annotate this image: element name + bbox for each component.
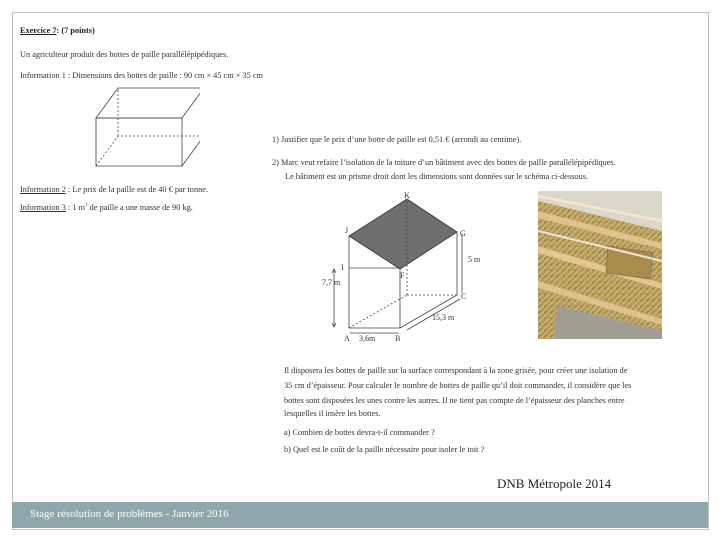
footer-bar: [12, 502, 708, 528]
label-height: 7,7 m: [322, 278, 341, 287]
label-base: 3,6m: [359, 334, 376, 343]
paragraph-line-4: lesquelles il insère les bottes.: [284, 409, 381, 418]
label-A: A: [344, 334, 350, 343]
box-hidden-edges: [96, 136, 200, 166]
question-1: 1) Justifier que le prix d’une botte de paille est 0,51 € (arrondi au centime).: [272, 135, 522, 144]
paragraph-line-1: Il disposera les bottes de paille sur la surface correspondant à la zone grisée, pour créer une isolation de: [284, 366, 628, 375]
label-B: B: [395, 334, 401, 343]
information-3-suffix: de paille a une masse de 90 kg.: [87, 203, 193, 212]
building-prism-diagram: [320, 190, 500, 350]
question-2a: a) Combien de bottes devra-t-il commander ?: [284, 428, 435, 437]
label-side: 5 m: [468, 255, 481, 264]
label-C: C: [461, 292, 467, 301]
question-2b: b) Quel est le coût de la paille nécessaire pour isoler le toit ?: [284, 445, 485, 454]
exercise-intro: Un agriculteur produit des bottes de paille parallélépipédiques.: [20, 50, 229, 59]
box-side-edges: [182, 88, 200, 166]
exercise-title: Exercice 7: [20, 26, 57, 35]
information-3-prefix: : 1 m: [65, 203, 85, 212]
information-2-text: : Le prix de la paille est de 40 € par tonne.: [65, 185, 209, 194]
information-3-exponent: 3: [85, 203, 88, 209]
footer-text: Stage résolution de problèmes - Janvier 2016: [30, 508, 229, 520]
box-top-face: [96, 88, 200, 118]
hay-bale-box-diagram: [90, 84, 200, 174]
label-length: 15,3 m: [432, 313, 455, 322]
information-2-label: Information 2: [20, 185, 66, 194]
label-J: J: [345, 226, 349, 235]
exam-source: DNB Métropole 2014: [497, 476, 612, 491]
information-3: [20, 203, 193, 212]
label-K: K: [404, 191, 410, 200]
roof-hay-photo: [538, 191, 662, 339]
paragraph-line-3: bottes sont disposées les unes contre les autres. Il ne tient pas compte de l’épaisseur des planches entre: [284, 396, 625, 405]
label-G: G: [460, 229, 466, 238]
information-3-label: Information 3: [20, 203, 66, 212]
question-2-line-1: 2) Marc veut refaire l’isolation de la toiture d’un bâtiment avec des bottes de paille parallélépipédiques.: [272, 158, 616, 167]
question-2-line-2: Le bâtiment est un prisme droit dont les dimensions sont données sur le schéma ci-dessous.: [285, 172, 589, 181]
roof-hay-illustration: [538, 191, 662, 339]
exercise-points: : (7 points): [56, 26, 95, 35]
label-I: I: [341, 263, 344, 272]
box-front-face: [96, 118, 182, 166]
paragraph-line-2: 35 cm d’épaisseur. Pour calculer le nombre de bottes de paille qu’il doit commander, il considère que les: [284, 381, 632, 390]
roof-grey-zone: [349, 199, 457, 269]
information-2: [20, 185, 208, 194]
information-1: Information 1 : Dimensions des bottes de paille : 90 cm × 45 cm × 35 cm: [20, 71, 264, 80]
edge-B-C: [400, 295, 457, 328]
hidden-edge-A: [349, 295, 407, 328]
label-F: F: [400, 271, 405, 280]
exercise-heading: [20, 26, 95, 35]
